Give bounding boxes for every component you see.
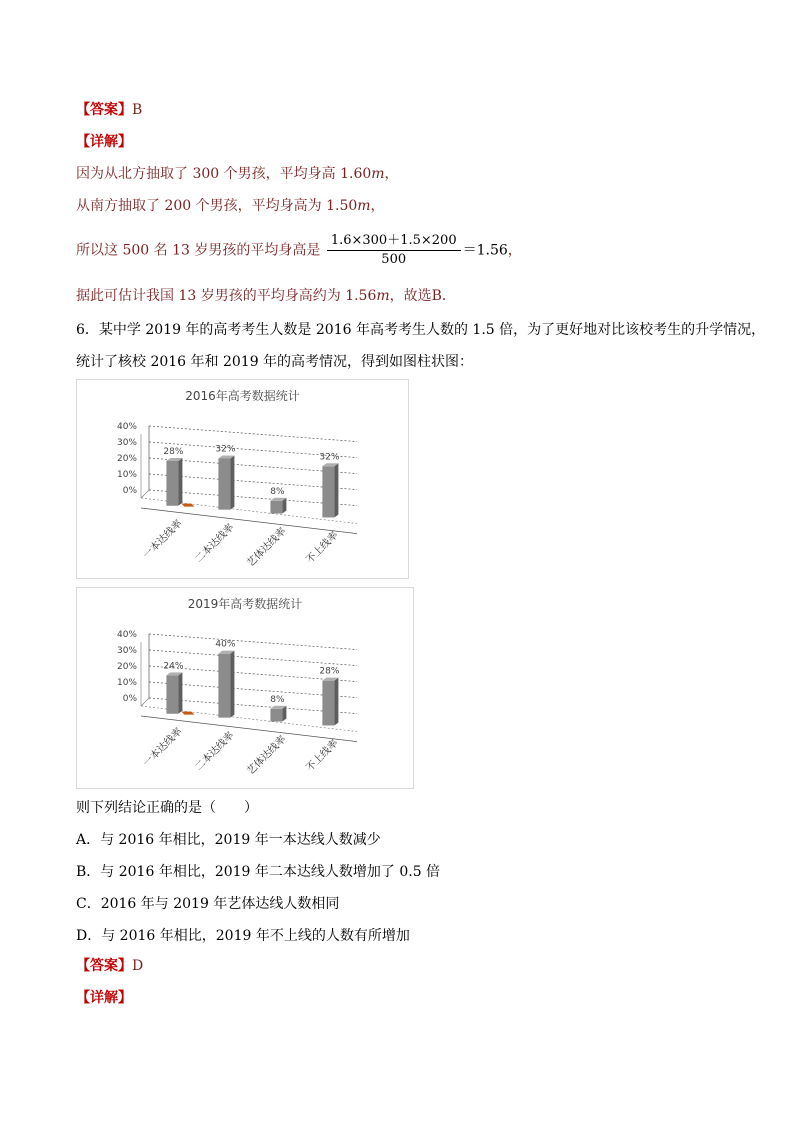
category-label: 二本达线率 [193, 521, 237, 566]
category-label: 一本达线率 [141, 726, 185, 770]
detail-heading [76, 132, 132, 152]
bar [322, 681, 334, 726]
answer-value-2: D [132, 958, 144, 974]
bar-value-label: 32% [215, 444, 236, 455]
y-tick-label: 30% [116, 438, 137, 448]
answer-value: B [132, 102, 143, 118]
bar [270, 501, 282, 514]
category-label: 艺体达线率 [245, 525, 289, 570]
explanation-line-4: 据此可估计我国 13 岁男孩的平均身高约为 1.56m，故选B． [76, 288, 456, 304]
chart-title: 2016年高考数据统计 [185, 389, 300, 403]
explanation-line-1: 因为从北方抽取了 300 个男孩，平均身高 1.60m， [76, 166, 399, 182]
category-label: 不上线率 [304, 737, 341, 774]
answer-line-2 [76, 956, 143, 976]
category-label: 艺体达线率 [245, 733, 289, 778]
bar-value-label: 28% [163, 446, 184, 457]
chart-title: 2019年高考数据统计 [187, 597, 303, 611]
y-tick-label: 10% [116, 678, 137, 688]
detail-tag-2: 【详解】 [76, 990, 132, 1006]
option-a: A．与 2016 年相比，2019 年一本达线人数减少 [76, 832, 381, 848]
bar [166, 461, 178, 506]
gridline [149, 426, 357, 442]
bar [218, 458, 230, 509]
y-tick-label: 40% [116, 630, 137, 640]
explanation-line-2: 从南方抽取了 200 个男孩，平均身高为 1.50m， [76, 198, 385, 214]
bar-value-label: 32% [319, 452, 340, 463]
chart-2016-svg [77, 380, 408, 578]
chart-2016 [76, 379, 409, 579]
bar-value-label: 40% [215, 639, 236, 650]
bar-value-label: 8% [270, 486, 285, 497]
category-label: 不上线率 [304, 529, 341, 566]
floor-edge [141, 698, 149, 706]
detail-heading-2 [76, 988, 132, 1008]
floor-edge [141, 490, 149, 498]
bar [270, 709, 282, 722]
fraction [327, 232, 461, 269]
detail-tag: 【详解】 [76, 134, 132, 150]
question-6-line-2: 统计了核校 2016 年和 2019 年的高考情况，得到如图柱状图： [76, 354, 474, 370]
y-tick-label: 30% [116, 646, 137, 656]
question-6-line-1: 6．某中学 2019 年的高考考生人数是 2016 年高考考生人数的 1.5 倍，为了更好地对比该校考生的升学情况， [76, 322, 766, 338]
bar [166, 675, 178, 713]
accent-marker [181, 504, 194, 507]
category-label: 一本达线率 [141, 518, 185, 562]
bar-side [178, 458, 182, 506]
bar [322, 466, 334, 517]
answer-line [76, 100, 142, 120]
option-b: B．与 2016 年相比，2019 年二本达线人数增加了 0.5 倍 [76, 864, 441, 880]
y-tick-label: 0% [122, 486, 137, 496]
answer-tag-2: 【答案】 [76, 958, 132, 974]
y-tick-label: 20% [116, 662, 137, 672]
bar-side [230, 455, 234, 509]
gridline [149, 634, 357, 650]
bar-side [334, 463, 338, 517]
y-tick-label: 10% [116, 470, 137, 480]
bar-value-label: 28% [319, 666, 340, 677]
accent-marker [181, 712, 194, 715]
option-c: C．2016 年与 2019 年艺体达线人数相同 [76, 896, 340, 912]
option-d: D．与 2016 年相比，2019 年不上线的人数有所增加 [76, 928, 410, 944]
bar-value-label: 8% [270, 694, 285, 705]
explanation-line-3: 所以这 500 名 13 岁男孩的平均身高是 $\frac{1.6\times 300+1.5\times 200}{500}$ ＝1.56， [76, 233, 522, 267]
y-tick-label: 20% [116, 454, 137, 464]
y-tick-label: 0% [122, 694, 137, 704]
chart-2019-svg [77, 588, 413, 788]
y-tick-label: 40% [116, 422, 137, 432]
fraction-denominator: 500 [381, 252, 407, 267]
bar-side [230, 651, 234, 718]
bar [218, 654, 230, 718]
bar-side [178, 672, 182, 713]
category-label: 二本达线率 [193, 729, 237, 774]
bar-side [334, 678, 338, 726]
answer-tag: 【答案】 [76, 102, 132, 118]
fraction-numerator: 1.6×300＋1.5×200 [327, 232, 461, 251]
bar-value-label: 24% [163, 661, 184, 672]
question-prompt: 则下列结论正确的是（ ） [76, 800, 258, 816]
chart-2019 [76, 587, 414, 789]
